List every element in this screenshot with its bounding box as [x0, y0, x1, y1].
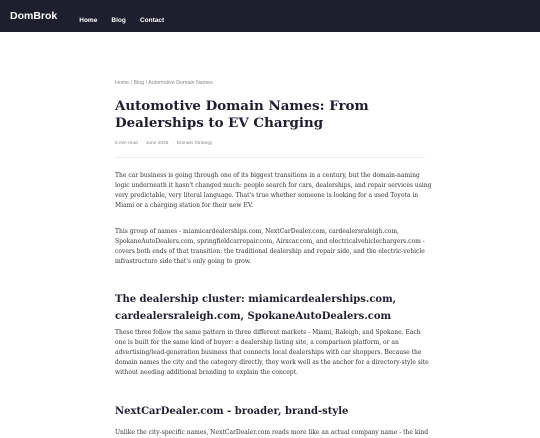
nav-link-contact[interactable]: Contact	[139, 16, 165, 24]
nextcardealer-paragraph: Unlike the city-specific names, NextCarDealer.com reads more like an actual company name - the kind	[115, 429, 429, 436]
header-divider	[115, 157, 425, 158]
section-heading-nextcardealer: NextCarDealer.com - broader, brand-style	[115, 406, 349, 417]
category-label: Domain Strategy	[176, 141, 213, 146]
nav-link-blog[interactable]: Blog	[111, 16, 126, 24]
meta-separator: ·	[141, 141, 143, 146]
meta-separator: ·	[171, 141, 174, 146]
brand-logo-link[interactable]: DomBrok	[10, 10, 58, 22]
read-time: 5 min read	[115, 141, 138, 146]
domains-paragraph: This group of names - miamicardealerships.com, NextCarDealer.com, cardealersraleigh.com, SpokaneAutoDealers.com, springfieldcarrepair.com, Airxcar.com, and electricalvehiclechargers.com - covers both ends of that transition: the traditional dealership and repair side, and the electric-vehicle infrastructure side that's only going to grow.	[115, 228, 425, 265]
article-meta	[115, 141, 214, 146]
section-heading-dealership-cluster: The dealership cluster: miamicardealerships.com, cardealersraleigh.com, SpokaneAutoDealers.com	[115, 294, 397, 322]
main-nav	[79, 7, 173, 26]
top-nav-bar	[0, 0, 540, 32]
article-title: Automotive Domain Names: From Dealerships to EV Charging	[115, 98, 369, 131]
publish-date: June 2026	[145, 141, 169, 146]
intro-paragraph: The car business is going through one of its biggest transitions in a century, but the domain-naming logic underneath it hasn't changed much: people search for cars, dealerships, and repair services using very predictable, very literal language. That's true whether someone is looking for a used Toyota in Miami or a charging station for their new EV.	[115, 172, 432, 209]
breadcrumb: Home / Blog / Automotive Domain Names	[115, 80, 213, 86]
nav-link-home[interactable]: Home	[79, 16, 98, 24]
dealership-cluster-paragraph: These three follow the same pattern in three different markets - Miami, Raleigh, and Spokane. Each one is built for the same kind of buyer: a dealership listing site, a comparison platform, or an advertising/lead-generation business that connects local dealerships with car shoppers. Because the domain names the city and the category directly, they work well as the anchor for a directory-style site without needing additional branding to explain the concept.	[115, 329, 429, 376]
